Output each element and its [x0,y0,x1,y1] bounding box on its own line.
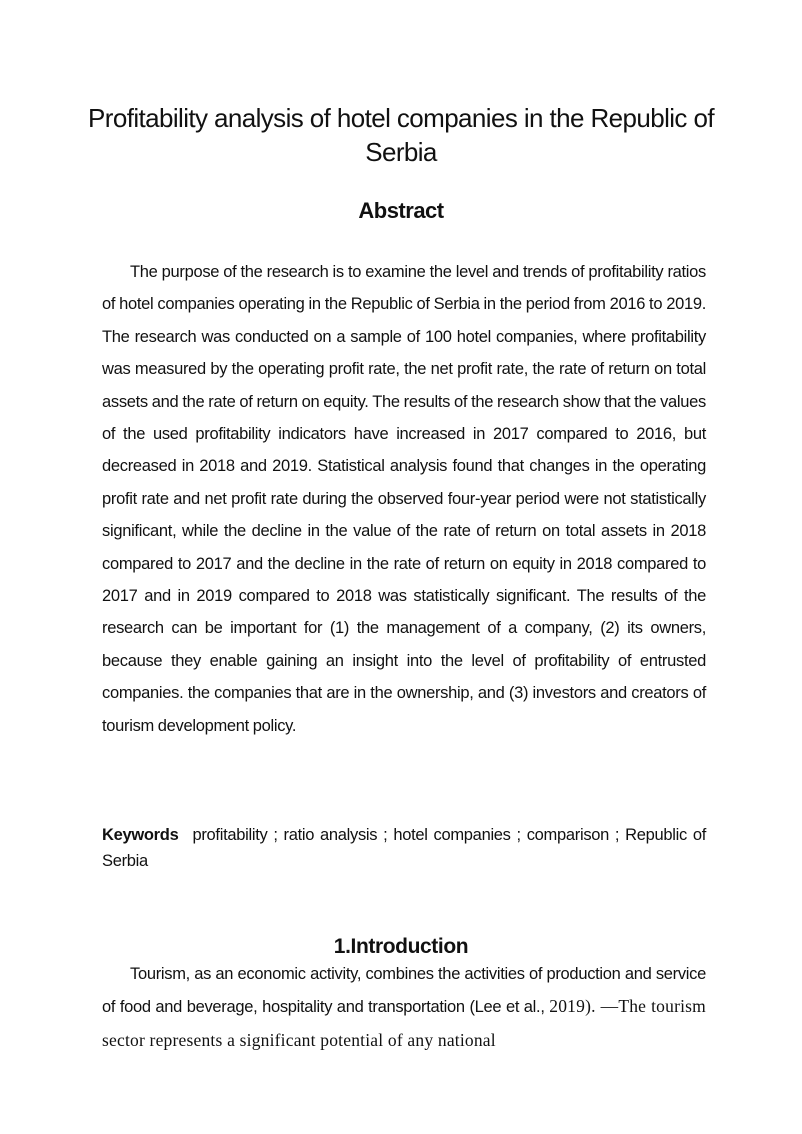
introduction-body-serif: 2019). —The tourism sector represents a significant potential of any national [102,996,706,1050]
paper-title: Profitability analysis of hotel companies in the Republic of Serbia [88,103,714,167]
keywords-section [102,822,706,874]
introduction-body-sans: Tourism, as an economic activity, combines the activities of production and service of food and beverage, hospitality and transportation (Lee et al., [102,965,706,1017]
abstract-heading: Abstract [358,198,444,223]
keywords-label: Keywords [102,826,179,844]
abstract-body: The purpose of the research is to examine the level and trends of profitability ratios of hotel companies operating in the Republic of Serbia in the period from 2016 to 2019. The research was conducted on a sample of 100 hotel companies, where profitability was measured by the operating profit rate, the net profit rate, the rate of return on total assets and the rate of return on equity. The results of the research show that the values of the used profitability indicators have increased in 2017 compared to 2016, but decreased in 2018 and 2019. Statistical analysis found that changes in the operating profit rate and net profit rate during the observed four-year period were not statistically significant, while the decline in the value of the rate of return on total assets in 2018 compared to 2017 and the decline in the rate of return on equity in 2018 compared to 2017 and in 2019 compared to 2018 was statistically significant. The results of the research can be important for (1) the management of a company, (2) its owners, because they enable gaining an insight into the level of profitability of entrusted companies. the companies that are in the ownership, and (3) investors and creators of tourism development policy. [102,263,706,735]
introduction-body [102,958,706,1057]
introduction-heading: 1.Introduction [333,935,469,958]
keywords-text: profitability ; ratio analysis ; hotel companies ; comparison ; Republic of Serbia [102,826,706,870]
